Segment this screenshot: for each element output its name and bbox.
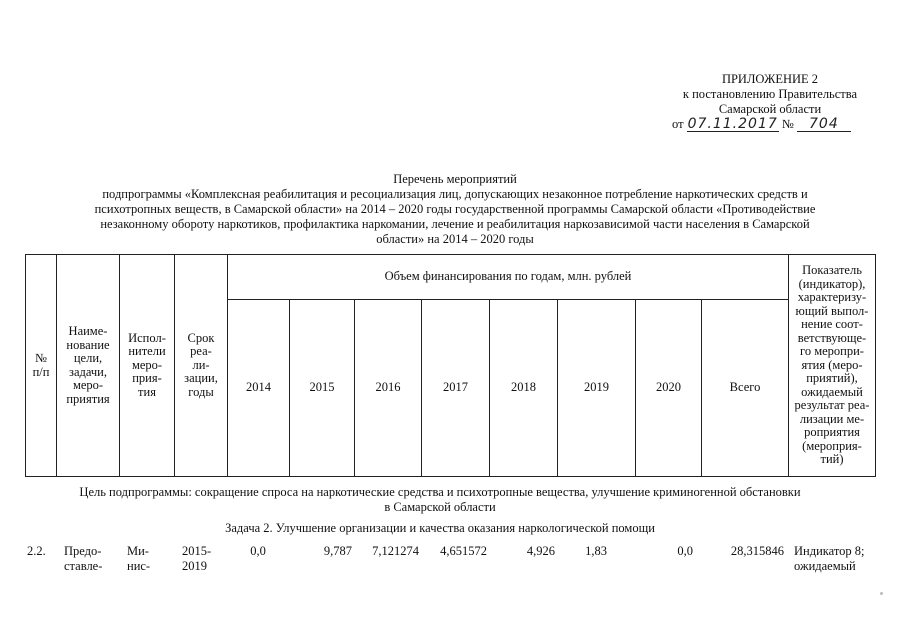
year-cell-2016: 2016 — [355, 300, 422, 477]
row-value-2019: 1,83 — [585, 544, 607, 558]
appendix-header — [660, 72, 880, 132]
task-heading: Задача 2. Улучшение организации и качества оказания наркологической помощи — [225, 521, 655, 535]
header-cell-num: № п/п — [26, 255, 57, 477]
row-name: Предо- ставле- — [64, 544, 103, 573]
row-indicator: Индикатор 8; ожидаемый — [794, 544, 865, 573]
header-cell-term: Срок реа- ли- зации, годы — [175, 255, 228, 477]
header-cell-executors: Испол- нители меро- прия- тия — [120, 255, 175, 477]
handwritten-date: 07.11.2017 — [687, 116, 778, 132]
date-number-line — [660, 117, 880, 132]
row-value-2015: 9,787 — [323, 544, 352, 558]
year-cell-2017: 2017 — [422, 300, 490, 477]
header-cell-indicator: Показатель (индикатор), характеризу- ющий выпол- нение соот- ветствующе- го меропри- ятия (меро- приятий), ожидаемый результат реа- лизации ме- роприятия (мероприя- тий) — [789, 255, 876, 477]
subprogram-goal — [25, 485, 855, 515]
appendix-line3: Самарской области — [718, 102, 822, 116]
title-line2: подпрограммы «Комплексная реабилитация и ресоциализация лиц, допускающих незаконное потребление наркотических средств и — [102, 187, 808, 201]
row-value-2018: 4,926 — [526, 544, 555, 558]
row-value-total: 28,315846 — [730, 544, 784, 558]
number-label: № — [781, 117, 794, 131]
row-value-2020: 0,0 — [677, 544, 693, 558]
appendix-line2: к постановлению Правительства — [682, 87, 858, 101]
row-value-2017: 4,651572 — [440, 544, 487, 558]
year-cell-2018: 2018 — [490, 300, 558, 477]
year-cell-2019: 2019 — [558, 300, 636, 477]
scan-speck — [880, 592, 883, 595]
year-cell-2014: 2014 — [228, 300, 290, 477]
year-cell-total: Всего — [702, 300, 789, 477]
row-num: 2.2. — [27, 544, 46, 558]
title-line1: Перечень мероприятий — [393, 172, 517, 186]
goal-line2: в Самарской области — [384, 500, 496, 514]
year-cell-2020: 2020 — [636, 300, 702, 477]
header-cell-name: Наиме- нование цели, задачи, меро- приятия — [57, 255, 120, 477]
appendix-title: ПРИЛОЖЕНИЕ 2 — [721, 72, 819, 86]
document-title — [60, 172, 850, 247]
header-cell-funding: Объем финансирования по годам, млн. рублей — [228, 255, 789, 300]
row-value-2016: 7,121274 — [372, 544, 419, 558]
goal-line1: Цель подпрограммы: сокращение спроса на наркотические средства и психотропные вещества, улучшение криминогенной обстановки — [79, 485, 801, 499]
title-line4: незаконному обороту наркотиков, профилактика наркомании, лечение и реабилитация наркозависимой части населения в Самарской — [100, 217, 810, 231]
handwritten-number: 704 — [797, 118, 851, 132]
year-cell-2015: 2015 — [290, 300, 355, 477]
title-line5: области» на 2014 – 2020 годы — [376, 232, 534, 246]
row-value-2014: 0,0 — [250, 544, 266, 558]
row-executor: Ми- нис- — [127, 544, 151, 573]
title-line3: психотропных веществ, в Самарской области» на 2014 – 2020 годы государственной программы Самарской области «Противодействие — [94, 202, 816, 216]
from-label: от — [672, 117, 684, 131]
row-term: 2015- 2019 — [182, 544, 212, 573]
table-row — [25, 544, 875, 574]
funding-table-header — [25, 254, 876, 477]
